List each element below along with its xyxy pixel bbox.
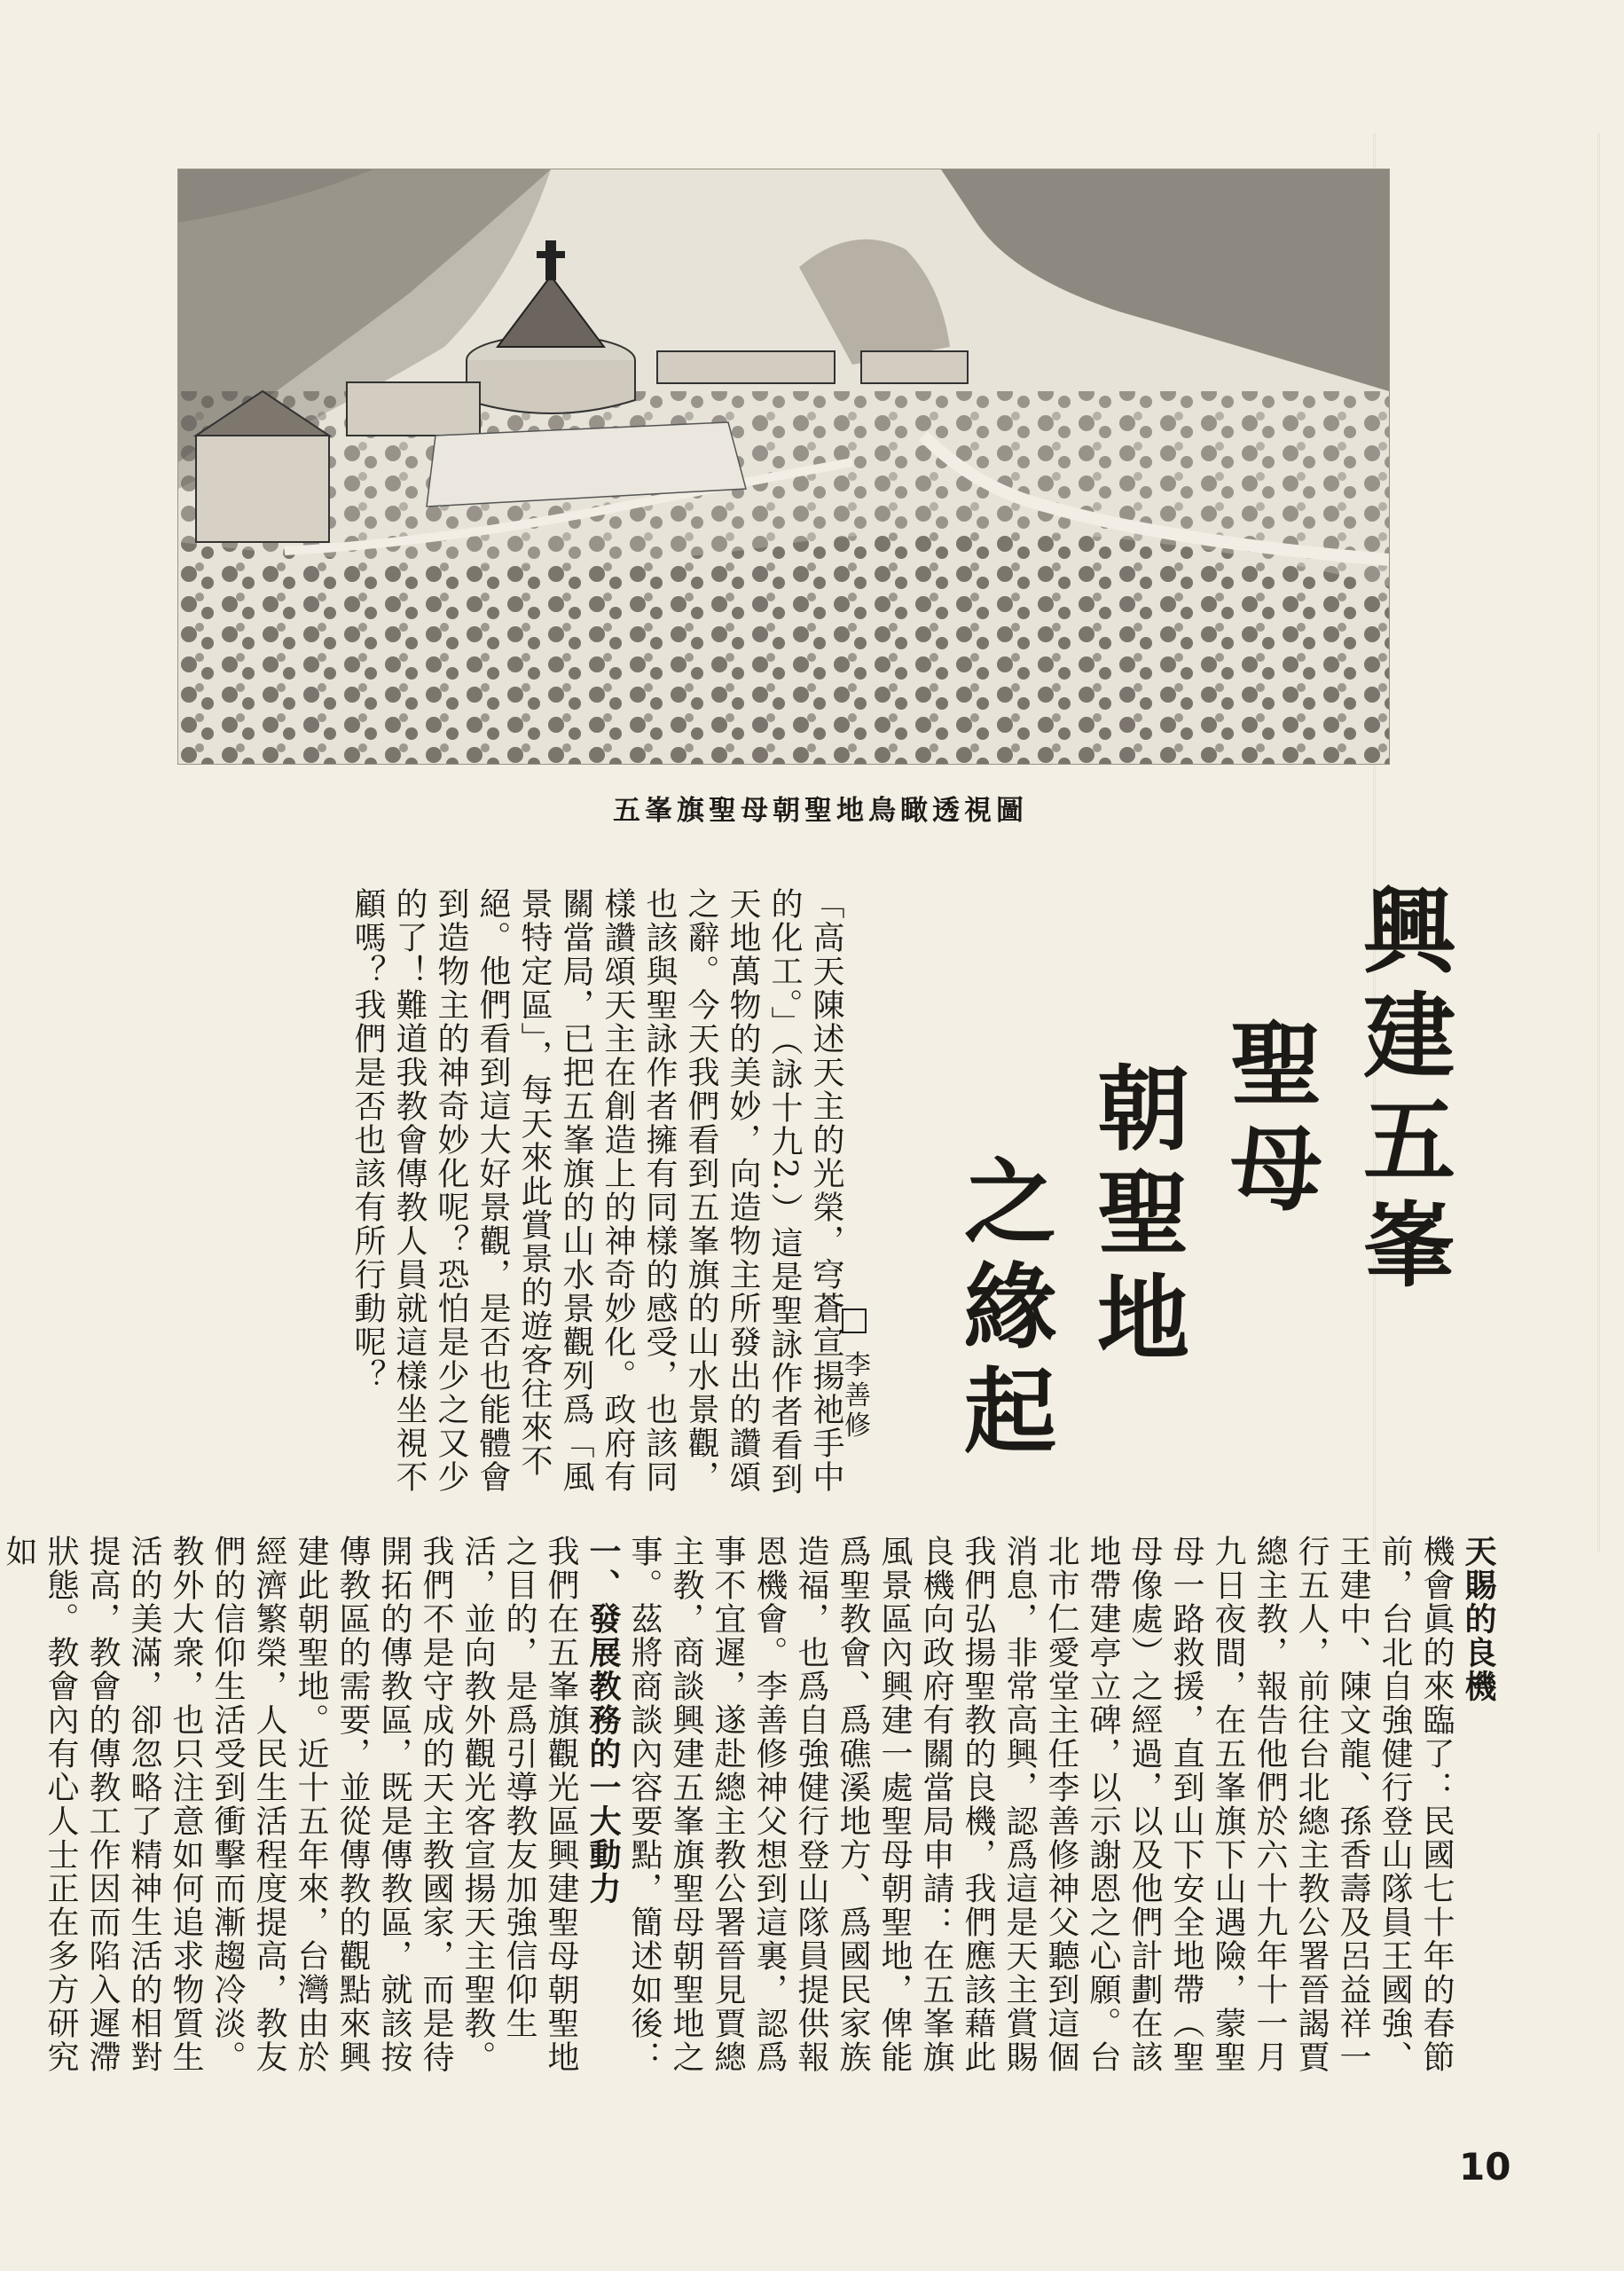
body-text-main: [1, 1535, 1499, 2085]
opportunity-paragraph: 機會眞的來臨了：民國七十年的春節前，台北自強健行登山隊員王國強、王建中、陳文龍、孫香壽及呂益祥一行五人，前往台北總主教公署晉謁賈總主教，報告他們於六十九年十一月九日夜間，在五峯旗下山遇險，蒙聖母一路救援，直到山下安全地帶（聖母像處）之經過，以及他們計劃在該地帶建亭立碑，以示謝恩之心願。台北市仁愛堂主任李善修神父聽到這個消息，非常高興，認爲這是天主賞賜我們弘揚聖教的良機，我們應該藉此良機向政府有關當局申請：在五峯旗風景區內興建一處聖母朝聖地，俾能爲聖教會、爲礁溪地方、爲國民家族造福，也爲自強健行登山隊員提供報恩機會。李善修神父想到這裏，認爲事不宜遲，遂赴總主教公署晉見賈總主教，商談興建五峯旗聖母朝聖地之事。茲將商談內容要點，簡述如後：: [626, 1535, 1455, 2074]
aerial-perspective-illustration: [177, 169, 1390, 765]
page-number: 10: [1459, 2145, 1511, 2188]
illustration-caption: 五峯旗聖母朝聖地鳥瞰透視圖: [613, 795, 1028, 827]
title-line-2: 聖母: [1214, 1016, 1323, 1225]
mission-paragraph: 我們在五峯旗觀光區興建聖母朝聖地之目的，是爲引導教友加強信仰生活，並向教外觀光客宣揚天主聖教。我們不是守成的天主教國家，而是待開拓的傳教區，既是傳教區，就該按傳教區的需要，並從傳教的觀點來興建此朝聖地。近十五年來，台灣由於經濟繁榮，人民生活程度提高，教友們的信仰生活受到衝擊而漸趨冷淡。教外大衆，也只注意如何追求物質生活的美滿，卻忽略了精神生活的相對提高，教會的傳教工作因而陷入遲滯狀態。教會內有心人士正在多方研究如: [1, 1535, 579, 2074]
show-through-text: [1373, 133, 1600, 1552]
subheading-mission: 一、發展教務的一大動力: [584, 1535, 621, 1906]
body-text-intro: [177, 887, 847, 1499]
author-name: 李善修: [839, 1350, 870, 1442]
title-line-1: 興建五峯: [1347, 883, 1456, 1301]
subheading-opportunity: 天賜的良機: [1460, 1535, 1496, 1703]
title-line-3: 朝聖地: [1081, 1060, 1190, 1374]
title-line-4: 之緣起: [948, 1153, 1057, 1467]
intro-paragraph: 「高天陳述天主的光榮，穹蒼宣揚祂手中的化工。」（詠十九2.）這是聖詠作者看到天地萬物的美妙，向造物主所發出的讚頌之辭。今天我們看到五峯旗的山水景觀，也該與聖詠作者擁有同樣的感受，也該同樣讚頌天主在創造上的神奇妙化。政府有關當局，已把五峯旗的山水景觀列爲「風景特定區」，每天來此賞景的遊客往來不絕。他們看到這大好景觀，是否也能體會到造物主的神奇妙化呢？恐怕是少之又少的了！難道我教會傳教人員就這樣坐視不顧嗎？我們是否也該有所行動呢？: [349, 887, 844, 1497]
